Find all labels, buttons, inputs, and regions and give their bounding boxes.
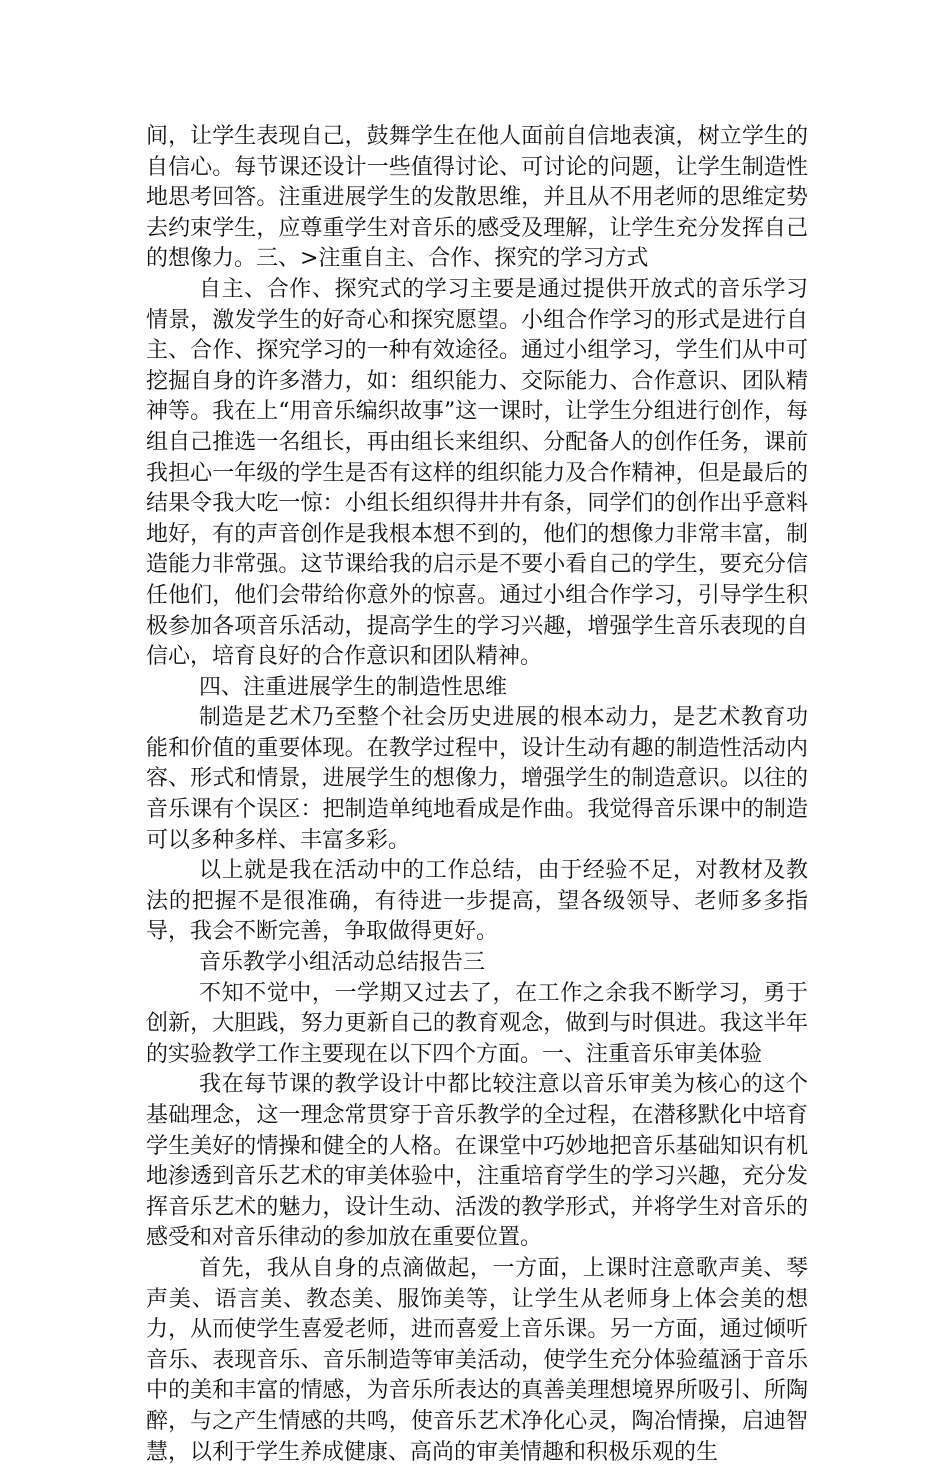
paragraph-6: 我在每节课的教学设计中都比较注意以音乐审美为核心的这个基础理念，这一理念常贯穿于音乐教学的全过程，在潜移默化中培育学生美好的情操和健全的人格。在课堂中巧妙地把音乐基础知识有机地渗透到音乐艺术的审美体验中，注重培育学生的学习兴趣，充分发挥音乐艺术的魅力，设计生动、活泼的教学形式，并将学生对音乐的感受和对音乐律动的参加放在重要位置。 [146, 1072, 808, 1251]
paragraph-1: 间，让学生表现自己，鼓舞学生在他人面前自信地表演，树立学生的自信心。每节课还设计一些值得讨论、可讨论的问题，让学生制造性地思考回答。注重进展学生的发散思维，并且从不用老师的思维定势去约束学生，应尊重学生对音乐的感受及理解，让学生充分发挥自己的想像力。三、>注重自主、合作、探究的学习方式 [146, 124, 808, 272]
paragraph-4: 以上就是我在活动中的工作总结，由于经验不足，对教材及教法的把握不是很准确，有待进一步提高，望各级领导、老师多多指导，我会不断完善，争取做得更好。 [146, 858, 808, 945]
paragraph-3: 制造是艺术乃至整个社会历史进展的根本动力，是艺术教育功能和价值的重要体现。在教学过程中，设计生动有趣的制造性活动内容、形式和情景，进展学生的想像力，增强学生的制造意识。以往的音乐课有个误区：把制造单纯地看成是作曲。我觉得音乐课中的制造可以多种多样、丰富多彩。 [146, 705, 808, 853]
paragraph-5: 不知不觉中，一学期又过去了，在工作之余我不断学习，勇于创新，大胆践，努力更新自己的教育观念，做到与时俱进。我这半年的实验教学工作主要现在以下四个方面。一、注重音乐审美体验 [146, 980, 808, 1067]
report-title-3: 音乐教学小组活动总结报告三 [199, 950, 486, 976]
document-page [146, 122, 808, 1468]
section-heading-4: 四、注重进展学生的制造性思维 [199, 674, 508, 700]
paragraph-7: 首先，我从自身的点滴做起，一方面，上课时注意歌声美、琴声美、语言美、教态美、服饰美等，让学生从老师身上体会美的想力，从而使学生喜爱老师，进而喜爱上音乐课。另一方面，通过倾听音乐、表现音乐、音乐制造等审美活动，使学生充分体验蕴涵于音乐中的美和丰富的情感，为音乐所表达的真善美理想境界所吸引、所陶醉，与之产生情感的共鸣，使音乐艺术净化心灵，陶冶情操，启迪智慧，以利于学生养成健康、高尚的审美情趣和积极乐观的生 [146, 1255, 808, 1465]
paragraph-2: 自主、合作、探究式的学习主要是通过提供开放式的音乐学习情景，激发学生的好奇心和探究愿望。小组合作学习的形式是进行自主、合作、探究学习的一种有效途径。通过小组学习，学生们从中可挖掘自身的许多潜力，如：组织能力、交际能力、合作意识、团队精神等。我在上“用音乐编织故事”这一课时，让学生分组进行创作，每组自己推选一名组长，再由组长来组织、分配备人的创作任务，课前我担心一年级的学生是否有这样的组织能力及合作精神，但是最后的结果令我大吃一惊：小组长组织得井井有条，同学们的创作出乎意料地好，有的声音创作是我根本想不到的，他们的想像力非常丰富，制造能力非常强。这节课给我的启示是不要小看自己的学生，要充分信任他们，他们会带给你意外的惊喜。通过小组合作学习，引导学生积极参加各项音乐活动，提高学生的学习兴趣，增强学生音乐表现的自信心，培育良好的合作意识和团队精神。 [146, 276, 808, 670]
